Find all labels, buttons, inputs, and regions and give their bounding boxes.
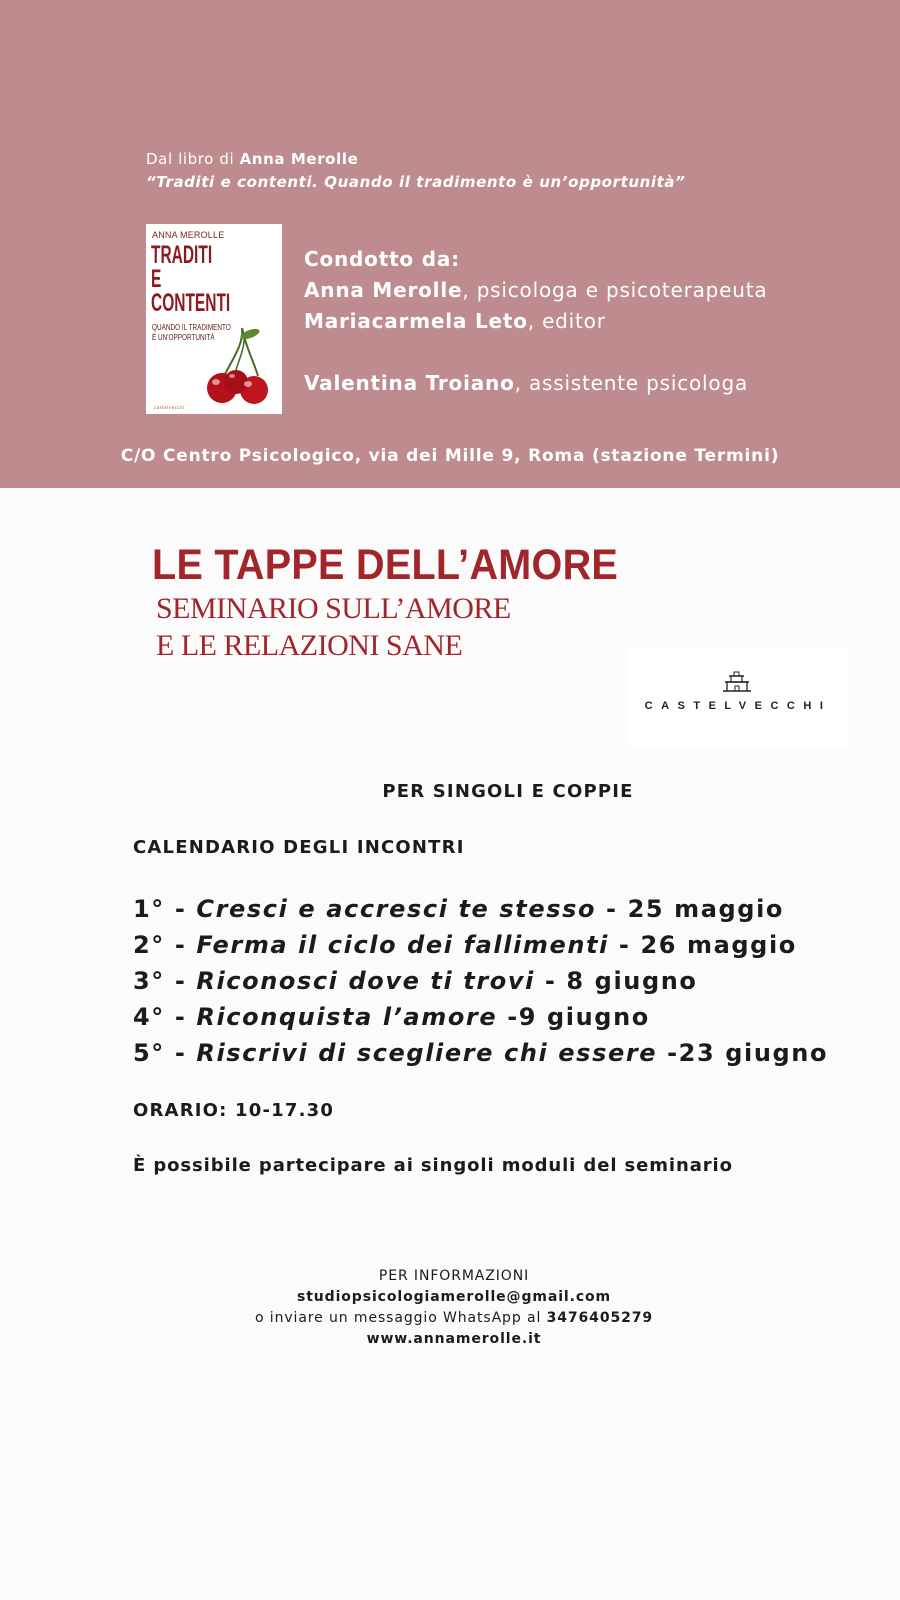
- contact-info: [0, 1266, 900, 1350]
- seminar-subtitle: [156, 590, 511, 664]
- session-item: 5° - Riscrivi di scegliere chi essere -23 giugno: [133, 1039, 829, 1067]
- info-heading: PER INFORMAZIONI: [378, 1268, 530, 1284]
- subtitle-line1: SEMINARIO SULL’AMORE: [156, 592, 511, 625]
- session-item: 1° - Cresci e accresci te stesso - 25 maggio: [133, 895, 784, 923]
- book-cover-subtitle-line2: È UN'OPPORTUNITÀ: [152, 333, 215, 342]
- person-mariacarmela-leto: Mariacarmela Leto, editor: [304, 309, 606, 333]
- session-item: 3° - Riconosci dove ti trovi - 8 giugno: [133, 967, 698, 995]
- conducted-by: [304, 244, 767, 399]
- contact-email[interactable]: studiopsicologiamerolle@gmail.com: [296, 1289, 612, 1305]
- session-item: 4° - Riconquista l’amore -9 giugno: [133, 1003, 650, 1031]
- whatsapp-line: o inviare un messaggio WhatsApp al 3476405279: [254, 1310, 654, 1326]
- intro-line: [146, 148, 685, 171]
- seminar-title: LE TAPPE DELL’AMORE: [152, 541, 619, 589]
- book-intro: [146, 148, 685, 194]
- website-link[interactable]: www.annamerolle.it: [366, 1331, 542, 1347]
- intro-prefix: Dal libro di: [146, 150, 240, 168]
- conducted-heading: Condotto da:: [304, 247, 460, 271]
- intro-author: Anna Merolle: [239, 150, 359, 168]
- book-cover-subtitle-line1: QUANDO IL TRADIMENTO: [152, 323, 231, 332]
- cherries-icon: [202, 326, 278, 406]
- book-title-quote: “Traditi e contenti. Quando il tradimento è un’opportunità”: [146, 173, 686, 191]
- venue-address: C/O Centro Psicologico, via dei Mille 9, Roma (stazione Termini): [120, 446, 780, 466]
- spacer: [304, 337, 767, 368]
- calendar-heading: CALENDARIO DEGLI INCONTRI: [133, 837, 465, 858]
- session-list: [133, 891, 828, 1071]
- publisher-logo: [628, 647, 848, 747]
- person-anna-merolle: Anna Merolle, psicologa e psicoterapeuta: [304, 278, 768, 302]
- publisher-name: CASTELVECCHI: [644, 700, 832, 712]
- person-valentina-troiano: Valentina Troiano, assistente psicologa: [304, 371, 749, 395]
- book-cover: [146, 224, 282, 414]
- phone-number[interactable]: 3476405279: [546, 1310, 654, 1326]
- castle-icon: [720, 671, 754, 693]
- schedule-hours: ORARIO: 10-17.30: [133, 1100, 335, 1121]
- audience-label: PER SINGOLI E COPPIE: [382, 781, 634, 802]
- header-band: [0, 0, 900, 488]
- book-cover-publisher: castelvecchi: [154, 405, 185, 410]
- book-cover-title-line2: E CONTENTI: [151, 265, 231, 317]
- session-item: 2° - Ferma il ciclo dei fallimenti - 26 maggio: [133, 931, 797, 959]
- subtitle-line2: E LE RELAZIONI SANE: [156, 629, 463, 662]
- participation-note: È possibile partecipare ai singoli moduli del seminario: [133, 1155, 733, 1176]
- book-cover-title-line1: TRADITI: [151, 241, 213, 269]
- book-cover-author: ANNA MEROLLE: [152, 230, 225, 240]
